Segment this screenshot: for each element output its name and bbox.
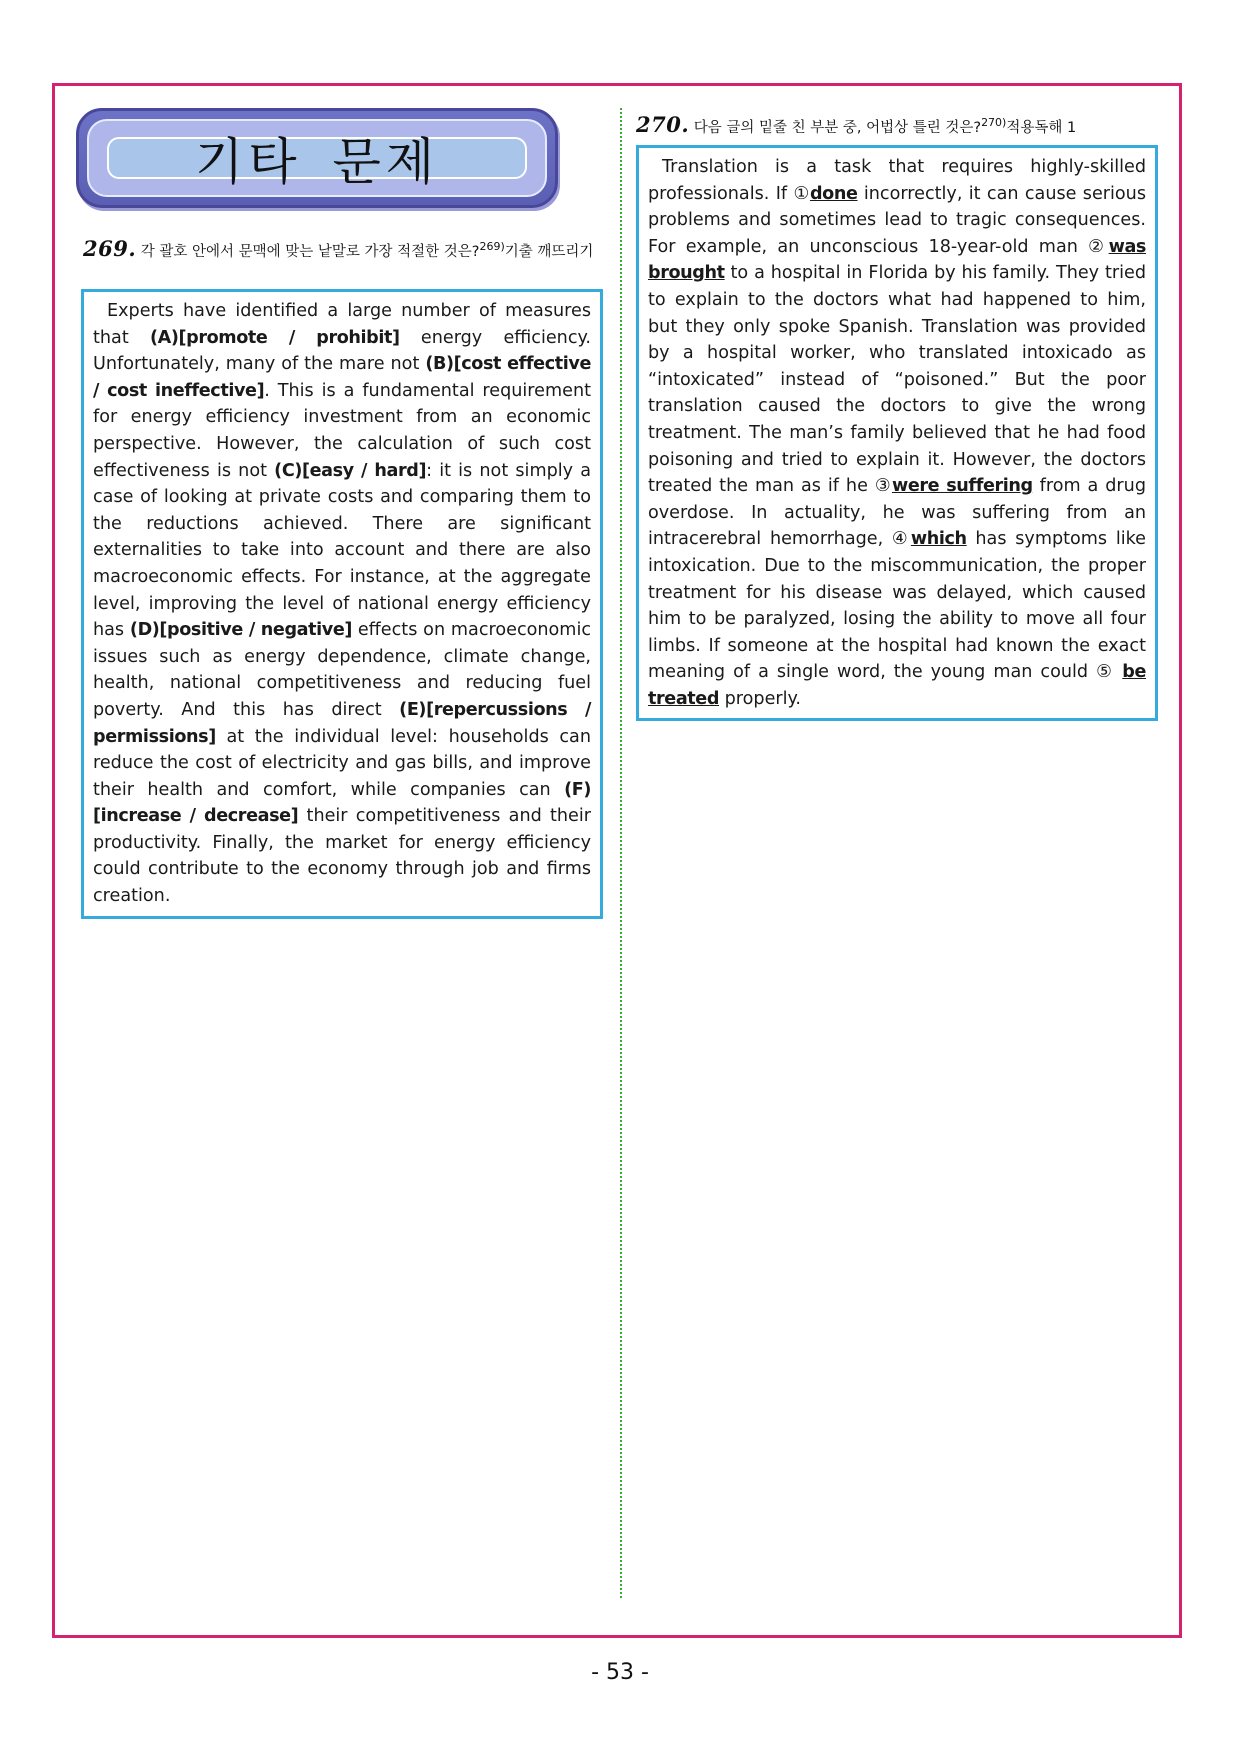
underlined-choice: be treated	[648, 662, 1146, 709]
passage-text-run: energy efficiency. Unfortunately, many of the mare not	[93, 327, 591, 375]
banner-middle-frame	[87, 119, 547, 197]
passage-text-run: Experts have identified a large number of measures that	[93, 301, 591, 348]
question-269-passage	[81, 289, 603, 919]
passage-text-run: . This is a fundamental requirement for energy efficiency investment from an economic perspective. However, the calculation of such cost effectiveness is not	[93, 380, 591, 481]
passage-text-run: their competitiveness and their productivity. Finally, the market for energy efficiency could contribute to the economy through job and firms creation.	[93, 806, 591, 907]
passage-text-run: at the individual level: households can reduce the cost of electricity and gas bills, and improve their health and comfort, while companies can	[93, 726, 591, 800]
answer-choice-bracket: (F)[increase / decrease]	[93, 779, 591, 827]
banner-inner-panel	[107, 133, 527, 191]
question-270-prompt: 다음 글의 밑줄 친 부분 중, 어법상 틀린 것은?	[693, 120, 982, 136]
question-270-passage-text	[648, 154, 1146, 712]
passage-text-run: from a drug overdose. In actuality, he was suffering from an intracerebral hemorrhage, ④	[648, 476, 1146, 550]
question-269-source: 기출 깨뜨리기	[504, 244, 594, 260]
passage-text-run: effects on macroeconomic issues such as energy dependence, climate change, health, national competitiveness and reducing fuel poverty. And this has direct	[93, 620, 591, 720]
question-269-number: 269.	[83, 236, 137, 261]
passage-text-run: has symptoms like intoxication. Due to the miscommunication, the proper treatment for his disease was delayed, which caused him to be paralyzed, losing the ability to move all four limbs. If someone at the hospital had known the exact meaning of a single word, the young man could ⑤	[648, 529, 1146, 683]
answer-choice-bracket: (B)[cost effective / cost ineffective]	[93, 354, 591, 401]
question-269-footnote-ref: 269)	[479, 240, 505, 254]
question-269-prompt: 각 괄호 안에서 문맥에 맞는 낱말로 가장 적절한 것은?	[140, 244, 480, 260]
answer-choice-bracket: (E)[repercussions / permissions]	[93, 699, 591, 747]
question-269-passage-text	[93, 298, 591, 910]
underlined-choice: which	[910, 529, 967, 550]
section-title: 기타 문제	[194, 133, 440, 191]
section-title-banner	[76, 108, 558, 208]
question-269-heading	[83, 238, 603, 263]
answer-choice-bracket: (D)[positive / negative]	[129, 620, 353, 641]
underlined-choice: done	[809, 183, 858, 204]
answer-choice-bracket: (C)[easy / hard]	[274, 460, 427, 481]
question-270-footnote-ref: 270)	[981, 116, 1007, 130]
underlined-choice: were suffering	[891, 476, 1033, 497]
passage-text-run: properly.	[719, 688, 802, 709]
passage-text-run: : it is not simply a case of looking at private costs and comparing them to the reductions achieved. There are significant externalities to take into account and there are also macroeconomic effects. For instance, at the aggregate level, improving the level of national energy efficiency has	[93, 460, 592, 641]
question-270-number: 270.	[636, 112, 690, 137]
page-number: - 53 -	[591, 1660, 649, 1685]
answer-choice-bracket: (A)[promote / prohibit]	[149, 327, 400, 348]
passage-text-run: Translation is a task that requires highly-skilled professionals. If ①	[648, 157, 1146, 204]
question-270-passage	[636, 145, 1158, 721]
passage-text-run: to a hospital in Florida by his family. They tried to explain to the doctors what had happened to him, but they only spoke Spanish. Translation was provided by a hospital worker, who translated intoxicado as “intoxicated” instead of “poisoned.” But the poor translation caused the doctors to give the wrong treatment. The man’s family believed that he had food poisoning and tried to explain it. However, the doctors treated the man as if he ③	[648, 263, 1146, 497]
question-270-heading	[636, 114, 1176, 139]
passage-text-run: incorrectly, it can cause serious problems and sometimes lead to tragic consequences. For example, an unconscious 18-year-old man ②	[648, 183, 1146, 257]
question-270-source: 적용독해 1	[1006, 120, 1077, 136]
underlined-choice: was brought	[648, 236, 1146, 284]
column-divider	[620, 108, 622, 1598]
